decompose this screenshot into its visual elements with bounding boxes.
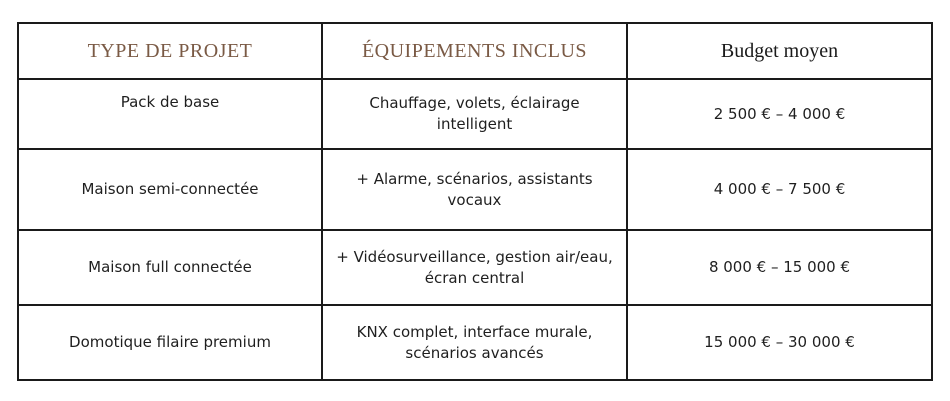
header-average-budget: Budget moyen xyxy=(627,23,932,79)
header-equipment: ÉQUIPEMENTS INCLUS xyxy=(322,23,627,79)
table-row xyxy=(18,149,932,230)
cell-equipment: Chauffage, volets, éclairage intelligent xyxy=(322,79,627,149)
cell-budget: 15 000 € – 30 000 € xyxy=(627,305,932,380)
table-header xyxy=(18,23,932,79)
smart-home-budget-table xyxy=(17,22,933,381)
header-row xyxy=(18,23,932,79)
cell-budget: 8 000 € – 15 000 € xyxy=(627,230,932,305)
cell-equipment: + Vidéosurveillance, gestion air/eau, écran central xyxy=(322,230,627,305)
table-body xyxy=(18,79,932,380)
cell-project-type: Domotique filaire premium xyxy=(18,305,322,380)
table-row xyxy=(18,79,932,149)
cell-project-type: Pack de base xyxy=(18,79,322,149)
pricing-table-container xyxy=(17,22,931,381)
header-project-type: TYPE DE PROJET xyxy=(18,23,322,79)
cell-budget: 4 000 € – 7 500 € xyxy=(627,149,932,230)
cell-budget: 2 500 € – 4 000 € xyxy=(627,79,932,149)
table-row xyxy=(18,230,932,305)
cell-project-type: Maison semi-connectée xyxy=(18,149,322,230)
cell-equipment: + Alarme, scénarios, assistants vocaux xyxy=(322,149,627,230)
cell-project-type: Maison full connectée xyxy=(18,230,322,305)
table-row xyxy=(18,305,932,380)
cell-equipment: KNX complet, interface murale, scénarios avancés xyxy=(322,305,627,380)
